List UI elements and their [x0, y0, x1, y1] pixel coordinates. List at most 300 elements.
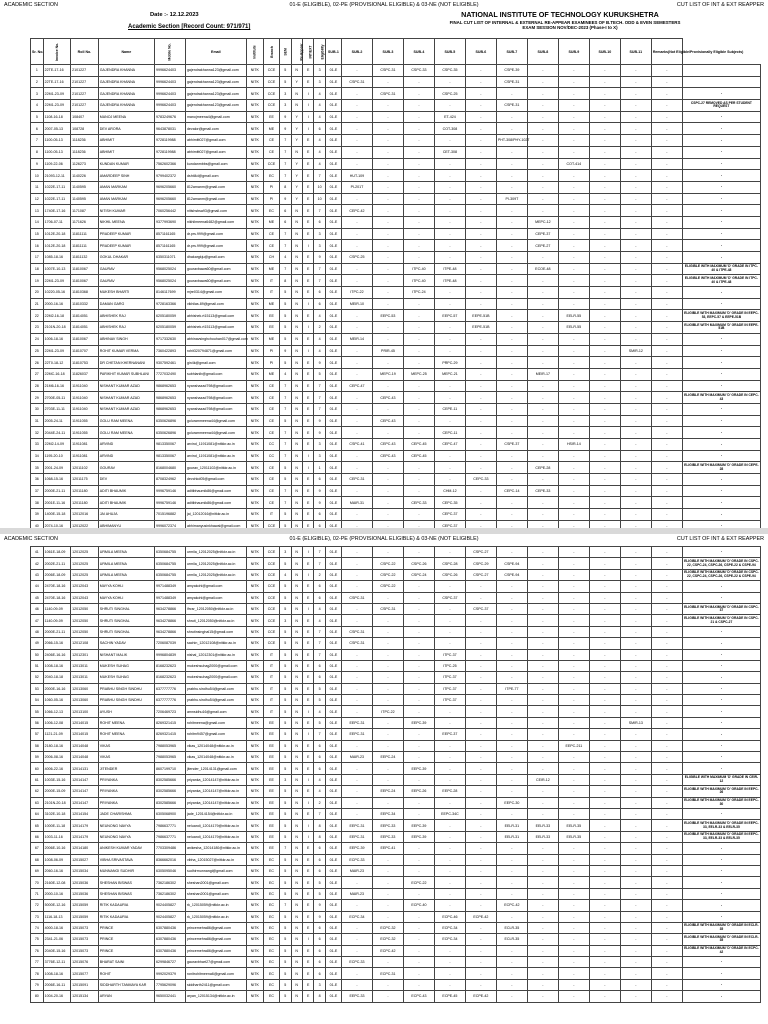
- table-cell: 12012050: [71, 615, 99, 626]
- results-table: [30, 546, 761, 1003]
- table-cell: PI: [263, 357, 279, 369]
- table-cell: -: [341, 368, 372, 380]
- table-cell: -: [527, 808, 558, 819]
- table-row: [31, 991, 761, 1002]
- table-cell: ABHISHEK RAJ: [98, 322, 154, 334]
- table-cell: -: [527, 427, 558, 439]
- table-cell: NITK: [246, 831, 263, 842]
- table-cell: N: [291, 462, 302, 474]
- table-cell: -: [341, 216, 372, 228]
- table-cell: E: [302, 497, 313, 509]
- table-cell: -: [558, 509, 589, 521]
- table-cell: N: [291, 672, 302, 683]
- table-cell: N: [291, 275, 302, 287]
- table-cell: CSPE-31: [496, 76, 527, 88]
- table-cell: -: [558, 427, 589, 439]
- table-cell: 9: [314, 357, 325, 369]
- table-row: [31, 228, 761, 240]
- table-cell: 2: [314, 797, 325, 808]
- table-cell: PRIYANKA: [98, 797, 154, 808]
- table-cell: 54: [31, 695, 44, 706]
- table-cell: 69: [31, 865, 44, 876]
- table-cell: ITPC-22: [341, 287, 372, 299]
- table-cell: ECPC-42: [496, 900, 527, 911]
- table-cell: -: [434, 774, 465, 785]
- table-cell: -: [527, 205, 558, 217]
- table-cell: -: [403, 774, 434, 785]
- table-cell: 9024405827: [154, 900, 185, 911]
- table-cell: EEPE-51B: [465, 322, 496, 334]
- table-row: [31, 945, 761, 956]
- table-cell: 12014048: [71, 740, 99, 751]
- table-cell: 2470E-18-16: [43, 581, 71, 592]
- table-cell: -: [558, 228, 589, 240]
- table-cell: 4: [314, 333, 325, 345]
- table-cell: N: [291, 786, 302, 797]
- table-cell: EEPC-53: [372, 310, 403, 322]
- table-cell: -: [403, 240, 434, 252]
- table-cell: PRADEEP KUMAR: [98, 240, 154, 252]
- table-cell: NITK: [246, 322, 263, 334]
- table-cell: 01-E: [325, 76, 341, 88]
- table-cell: 1109-22-06: [43, 158, 71, 170]
- table-cell: 9568025024: [154, 263, 185, 275]
- table-cell: CEPC-37: [434, 520, 465, 532]
- table-cell: -: [651, 135, 682, 147]
- page-header: [0, 534, 768, 544]
- table-cell: -: [682, 368, 760, 380]
- table-cell: -: [527, 854, 558, 865]
- table-cell: 21: [31, 298, 44, 310]
- table-cell: DEV: [98, 474, 154, 486]
- table-cell: CSPC-31: [341, 626, 372, 637]
- table-row: [31, 752, 761, 763]
- table-cell: GAJENDRA KHANNA: [98, 65, 154, 77]
- table-cell: E: [302, 263, 313, 275]
- table-cell: -: [403, 854, 434, 865]
- table-cell: 01-E: [325, 240, 341, 252]
- table-cell: N: [291, 763, 302, 774]
- table-cell: N: [291, 854, 302, 865]
- column-header-label: Remarks(Not Eligible/Provisionally Eligible Subjects): [652, 49, 744, 54]
- table-cell: CSPE-39: [496, 65, 527, 77]
- table-cell: 5: [280, 672, 291, 683]
- table-cell: -: [682, 638, 760, 649]
- table-cell: gajendrakhanna123@gmail.com: [185, 65, 246, 77]
- table-cell: ITPE-48: [434, 275, 465, 287]
- table-cell: 78: [31, 968, 44, 979]
- table-cell: 1000E-11-18: [43, 820, 71, 831]
- table-cell: 01-E: [325, 945, 341, 956]
- table-cell: -: [620, 911, 651, 922]
- table-cell: 7: [280, 843, 291, 854]
- table-cell: N: [291, 774, 302, 785]
- table-cell: -: [434, 181, 465, 193]
- table-cell: 5: [280, 310, 291, 322]
- table-cell: -: [589, 345, 620, 357]
- table-cell: ROHIT KUMAR VERMA: [98, 345, 154, 357]
- table-cell: NITK: [246, 991, 263, 1002]
- table-cell: -: [496, 843, 527, 854]
- table-cell: -: [651, 820, 682, 831]
- table-cell: JAI AHUJA: [98, 509, 154, 521]
- table-cell: 3776E-12-11: [43, 957, 71, 968]
- table-cell: N: [291, 603, 302, 614]
- table-cell: I: [302, 547, 313, 558]
- table-cell: 01-E: [325, 403, 341, 415]
- table-cell: -: [589, 603, 620, 614]
- column-header-label: SUB-3: [382, 49, 394, 54]
- table-cell: -: [496, 717, 527, 728]
- table-cell: -: [558, 660, 589, 671]
- table-cell: -: [372, 763, 403, 774]
- table-cell: -: [682, 228, 760, 240]
- table-cell: I: [302, 774, 313, 785]
- column-header: [434, 39, 465, 65]
- table-cell: 12014179: [71, 831, 99, 842]
- table-cell: EE: [263, 729, 279, 740]
- table-cell: CEPC-43: [372, 450, 403, 462]
- table-cell: 11911081: [71, 439, 99, 451]
- table-cell: 7: [280, 485, 291, 497]
- table-cell: NITK: [246, 979, 263, 990]
- table-cell: -: [620, 111, 651, 123]
- table-cell: -: [620, 357, 651, 369]
- table-cell: 5: [280, 865, 291, 876]
- table-cell: -: [558, 706, 589, 717]
- table-cell: 1400E-15-18: [43, 509, 71, 521]
- table-cell: -: [620, 287, 651, 299]
- table-cell: NISHANT KUMAR AZAD: [98, 392, 154, 404]
- table-cell: 01-E: [325, 100, 341, 112]
- table-cell: -: [589, 808, 620, 819]
- table-cell: 6307880436: [154, 945, 185, 956]
- table-cell: E: [302, 649, 313, 660]
- table-cell: mukeshsuhag2000@gmail.com: [185, 672, 246, 683]
- table-cell: 7988053965: [154, 740, 185, 751]
- table-cell: NITK: [246, 263, 263, 275]
- table-cell: -: [465, 357, 496, 369]
- table-cell: EELR-31: [496, 831, 527, 842]
- table-cell: 9568025024: [154, 275, 185, 287]
- table-cell: -: [496, 380, 527, 392]
- table-cell: EEPC-39: [403, 763, 434, 774]
- table-cell: NITK: [246, 774, 263, 785]
- table-cell: arvind_11911081@nitkkr.ac.in: [185, 450, 246, 462]
- table-cell: E: [302, 877, 313, 888]
- table-cell: -: [651, 854, 682, 865]
- table-cell: CEPC-43: [372, 439, 403, 451]
- table-cell: N: [291, 65, 302, 77]
- table-cell: CE: [263, 427, 279, 439]
- table-row: [31, 592, 761, 603]
- table-cell: 5: [280, 333, 291, 345]
- table-cell: -: [496, 626, 527, 637]
- table-cell: -: [620, 706, 651, 717]
- table-cell: 01-E: [325, 380, 341, 392]
- table-cell: 1118236: [71, 146, 99, 158]
- table-cell: 79: [31, 979, 44, 990]
- table-cell: 4: [314, 603, 325, 614]
- table-cell: -: [372, 135, 403, 147]
- table-cell: -: [403, 957, 434, 968]
- table-cell: 12012050: [71, 626, 99, 637]
- table-row: [31, 808, 761, 819]
- table-cell: 3: [314, 240, 325, 252]
- table-cell: 7: [314, 649, 325, 660]
- table-cell: 1068-15-16: [43, 474, 71, 486]
- page-header: [0, 0, 768, 10]
- table-row: [31, 763, 761, 774]
- table-cell: 01-E: [325, 706, 341, 717]
- table-cell: -: [651, 403, 682, 415]
- table-cell: -: [527, 403, 558, 415]
- table-cell: PRABHU SINGH SINDHU: [98, 695, 154, 706]
- table-row: [31, 729, 761, 740]
- table-cell: 7986637771: [154, 831, 185, 842]
- table-cell: 01-E: [325, 683, 341, 694]
- table-cell: 7015196882: [154, 509, 185, 521]
- table-cell: 5: [280, 462, 291, 474]
- table-cell: -: [682, 854, 760, 865]
- table-cell: -: [620, 820, 651, 831]
- table-cell: 7: [280, 900, 291, 911]
- table-cell: rohitmeena@gmail.com: [185, 717, 246, 728]
- table-cell: 2040E-15-16: [43, 945, 71, 956]
- table-cell: NITK: [246, 380, 263, 392]
- table-cell: 01-E: [325, 228, 341, 240]
- table-cell: -: [651, 275, 682, 287]
- table-cell: URMILA MEENA: [98, 547, 154, 558]
- table-cell: -: [682, 808, 760, 819]
- table-cell: 44: [31, 581, 44, 592]
- table-cell: -: [558, 450, 589, 462]
- table-cell: 12012301: [71, 649, 99, 660]
- table-cell: -: [651, 123, 682, 135]
- table-cell: -: [496, 263, 527, 275]
- table-cell: 7: [280, 146, 291, 158]
- table-cell: NITK: [246, 415, 263, 427]
- table-row: [31, 603, 761, 614]
- table-cell: 5: [280, 683, 291, 694]
- table-cell: 8571161165: [154, 240, 185, 252]
- table-cell: 1171087: [71, 205, 99, 217]
- table-cell: ELIGIBLE WITH MAXIMUM 'D' GRADE IN EEPC-30: [682, 797, 760, 808]
- table-cell: -: [434, 158, 465, 170]
- table-cell: -: [341, 786, 372, 797]
- table-cell: 01-E: [325, 763, 341, 774]
- table-row: [31, 485, 761, 497]
- table-cell: -: [496, 615, 527, 626]
- table-cell: -: [434, 474, 465, 486]
- table-cell: 6: [314, 968, 325, 979]
- table-cell: EELR-33: [527, 820, 558, 831]
- table-cell: -: [527, 298, 558, 310]
- table-cell: NITK: [246, 683, 263, 694]
- table-cell: 5: [280, 729, 291, 740]
- table-cell: -: [558, 216, 589, 228]
- table-cell: E: [302, 216, 313, 228]
- table-cell: 8: [314, 820, 325, 831]
- table-cell: -: [465, 581, 496, 592]
- table-cell: 01-E: [325, 991, 341, 1002]
- table-cell: NITK: [246, 717, 263, 728]
- table-cell: 50: [31, 649, 44, 660]
- table-cell: -: [372, 672, 403, 683]
- table-cell: -: [558, 357, 589, 369]
- table-cell: Y: [291, 123, 302, 135]
- table-cell: N: [291, 228, 302, 240]
- table-cell: -: [403, 740, 434, 751]
- table-cell: -: [651, 427, 682, 439]
- table-cell: ELIGIBLE WITH MAXIMUM 'D' GRADE IN EEPC-26: [682, 786, 760, 797]
- column-header: [372, 39, 403, 65]
- table-cell: -: [465, 797, 496, 808]
- table-cell: -: [527, 439, 558, 451]
- table-cell: IT: [263, 509, 279, 521]
- table-cell: 9634278866: [154, 615, 185, 626]
- table-cell: -: [403, 592, 434, 603]
- table-row: [31, 368, 761, 380]
- table-cell: 3: [314, 439, 325, 451]
- table-cell: -: [527, 146, 558, 158]
- table-cell: -: [465, 520, 496, 532]
- table-cell: -: [403, 415, 434, 427]
- table-cell: 12015073: [71, 922, 99, 933]
- table-cell: NITK: [246, 934, 263, 945]
- table-cell: MAIR-23: [341, 752, 372, 763]
- table-cell: N: [291, 520, 302, 532]
- table-cell: NITK: [246, 228, 263, 240]
- table-cell: CE: [263, 497, 279, 509]
- table-cell: 2060-16-16: [43, 865, 71, 876]
- table-cell: -: [651, 380, 682, 392]
- table-cell: 2101N-20-18: [43, 797, 71, 808]
- table-cell: EEPC-39: [341, 843, 372, 854]
- table-cell: -: [682, 439, 760, 451]
- table-cell: rohit320794871@gmail.com: [185, 345, 246, 357]
- table-cell: -: [372, 717, 403, 728]
- table-cell: -: [620, 415, 651, 427]
- table-cell: -: [527, 181, 558, 193]
- table-row: [31, 310, 761, 322]
- table-cell: -: [620, 843, 651, 854]
- table-cell: NITK: [246, 345, 263, 357]
- table-cell: -: [589, 88, 620, 100]
- table-cell: -: [341, 146, 372, 158]
- table-cell: -: [465, 934, 496, 945]
- table-cell: -: [589, 934, 620, 945]
- table-row: [31, 263, 761, 275]
- table-cell: -: [341, 275, 372, 287]
- table-cell: 1108-16-18: [43, 111, 71, 123]
- table-cell: -: [341, 774, 372, 785]
- table-cell: 5: [280, 968, 291, 979]
- table-cell: -: [651, 228, 682, 240]
- table-cell: 01-E: [325, 158, 341, 170]
- table-cell: -: [496, 911, 527, 922]
- column-header: [71, 39, 99, 65]
- table-row: [31, 322, 761, 334]
- table-cell: -: [527, 111, 558, 123]
- table-cell: -: [682, 181, 760, 193]
- table-cell: 2406E-16-16: [43, 649, 71, 660]
- table-row: [31, 100, 761, 112]
- table-cell: 7: [280, 228, 291, 240]
- table-cell: -: [465, 65, 496, 77]
- table-cell: NITK: [246, 100, 263, 112]
- table-cell: 2066-15-16: [43, 638, 71, 649]
- table-cell: CCE: [263, 88, 279, 100]
- table-cell: 11810067: [71, 333, 99, 345]
- table-cell: -: [558, 76, 589, 88]
- column-header: [527, 39, 558, 65]
- table-cell: -: [620, 100, 651, 112]
- table-cell: -: [496, 808, 527, 819]
- table-cell: MEPC-21: [434, 368, 465, 380]
- table-cell: 35: [31, 462, 44, 474]
- table-cell: 12011175: [71, 474, 99, 486]
- table-cell: -: [496, 706, 527, 717]
- table-cell: 7: [280, 170, 291, 182]
- table-cell: 9: [314, 427, 325, 439]
- table-cell: EEPC-57: [434, 310, 465, 322]
- table-cell: 11811111: [71, 240, 99, 252]
- table-cell: -: [465, 945, 496, 956]
- table-cell: 8571161165: [154, 228, 185, 240]
- table-cell: NITK: [246, 368, 263, 380]
- table-cell: -: [372, 865, 403, 876]
- table-cell: MAIR-23: [341, 888, 372, 899]
- table-cell: 14: [31, 216, 44, 228]
- table-cell: -: [527, 569, 558, 580]
- table-cell: -: [496, 786, 527, 797]
- table-cell: -: [403, 979, 434, 990]
- table-cell: 9: [280, 345, 291, 357]
- table-cell: N: [291, 626, 302, 637]
- table-cell: 9728163366: [154, 298, 185, 310]
- table-cell: -: [372, 638, 403, 649]
- table-cell: -: [651, 240, 682, 252]
- table-cell: -: [341, 683, 372, 694]
- table-cell: 11: [31, 181, 44, 193]
- table-cell: 01-E: [325, 497, 341, 509]
- table-cell: -: [403, 100, 434, 112]
- table-cell: 2101227: [71, 76, 99, 88]
- table-cell: -: [434, 865, 465, 876]
- table-row: [31, 474, 761, 486]
- table-cell: 2006-08-16: [43, 752, 71, 763]
- table-cell: CSPC-27: [465, 569, 496, 580]
- table-cell: nyanshazad798@gmail.com: [185, 392, 246, 404]
- table-cell: -: [403, 181, 434, 193]
- table-cell: -: [620, 729, 651, 740]
- table-row: [31, 158, 761, 170]
- table-cell: E: [302, 485, 313, 497]
- table-cell: priyanka_12014147@nitkkr.ac.in: [185, 774, 246, 785]
- table-cell: 9: [31, 158, 44, 170]
- table-cell: -: [465, 462, 496, 474]
- table-cell: 12012050: [71, 603, 99, 614]
- table-cell: -: [651, 88, 682, 100]
- table-cell: gauravbhart27@gmail.com: [185, 957, 246, 968]
- table-cell: -: [341, 547, 372, 558]
- table-cell: 01-E: [325, 298, 341, 310]
- table-cell: 7: [280, 240, 291, 252]
- table-cell: 3: [280, 615, 291, 626]
- table-cell: EEPC-33: [372, 820, 403, 831]
- table-cell: 8269321415: [154, 717, 185, 728]
